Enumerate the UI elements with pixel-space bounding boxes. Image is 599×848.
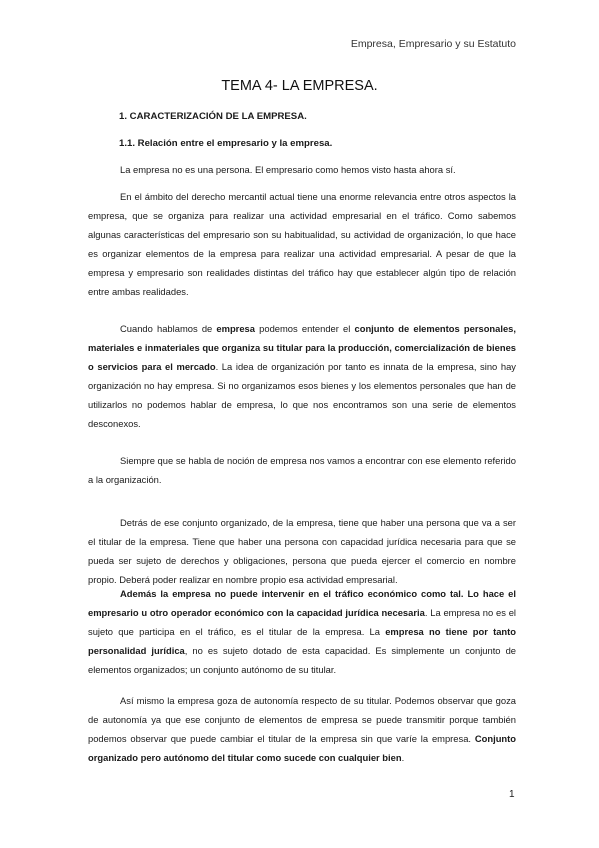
- text-run: Detrás de ese conjunto organizado, de la empresa, tiene que haber una persona que va a ser el titular de la empresa. Tiene que haber una persona con capacidad jurídica necesaria para que se pueda ser sujeto de derechos y obligaciones, persona que pueda ejercer el comercio en nombre propio. Deberá poder realizar en nombre propio esa actividad empresarial.: [88, 517, 516, 585]
- bold-text-run: Además la empresa no puede intervenir en el tráfico económico como tal. Lo hace el empresario u otro operador económico con la capacidad jurídica necesaria: [88, 588, 516, 618]
- text-run: Así mismo la empresa goza de autonomía respecto de su titular. Podemos observar que goza de autonomía ya que ese conjunto de elementos de empresa se puede transmitir porque también podemos observar que puede cambiar el titular de la empresa sin que varíe la empresa.: [88, 695, 516, 744]
- bold-text-run: Conjunto organizado pero autónomo del titular como sucede con cualquier bien: [88, 733, 516, 763]
- text-run: Siempre que se habla de noción de empresa nos vamos a encontrar con ese elemento referido a la organización.: [88, 455, 516, 485]
- text-run: En el ámbito del derecho mercantil actual tiene una enorme relevancia entre otros aspectos la empresa, que se organiza para realizar una actividad empresarial en el tráfico. Como sabemos algunas características del empresario son su habitualidad, su actividad de organización, lo que hace es organizar elementos de la empresa para realizar una actividad empresarial. A pesar de que la empresa y empresario son realidades distintas del tráfico hay que establecer algún tipo de relación entre ambas realidades.: [88, 191, 516, 297]
- text-run: , no es sujeto dotado de esta capacidad. Es simplemente un conjunto de elementos organizados; un conjunto autónomo de su titular.: [88, 645, 517, 675]
- text-run: La empresa no es una persona. El empresario como hemos visto hasta ahora sí.: [120, 164, 456, 175]
- text-run: Cuando hablamos de: [120, 323, 217, 334]
- paragraph: [88, 584, 516, 679]
- text-run: podemos entender el: [254, 323, 355, 334]
- paragraph: [88, 451, 516, 489]
- paragraph: [88, 691, 516, 767]
- bold-text-run: conjunto de elementos personales, materiales e inmateriales que organiza su titular para la producción, comercialización de bienes o servicios para el mercado: [88, 323, 516, 372]
- subsection-heading: 1.1. Relación entre el empresario y la empresa.: [119, 138, 333, 149]
- section-heading: 1. CARACTERIZACIÓN DE LA EMPRESA.: [119, 111, 307, 122]
- text-run: . La empresa no es el sujeto que participa en el tráfico, es el titular de la empresa. La: [88, 607, 516, 637]
- paragraph: [88, 187, 516, 301]
- text-run: .: [401, 752, 405, 763]
- text-run: . La idea de organización por tanto es innata de la empresa, sino hay organización no hay empresa. Si no organizamos esos bienes y los elementos personales que han de utilizarlos no podemos hablar de empresa, lo que nos encontramos son una serie de elementos desconexos.: [88, 361, 516, 429]
- bold-text-run: empresa no tiene por tanto personalidad jurídica: [88, 626, 516, 656]
- paragraph: [88, 160, 516, 179]
- bold-text-run: empresa: [216, 323, 255, 334]
- page-number: 1: [509, 789, 515, 800]
- document-title: TEMA 4- LA EMPRESA.: [221, 78, 378, 94]
- paragraph: [88, 513, 516, 589]
- running-header: Empresa, Empresario y su Estatuto: [350, 38, 516, 50]
- paragraph: [88, 319, 516, 433]
